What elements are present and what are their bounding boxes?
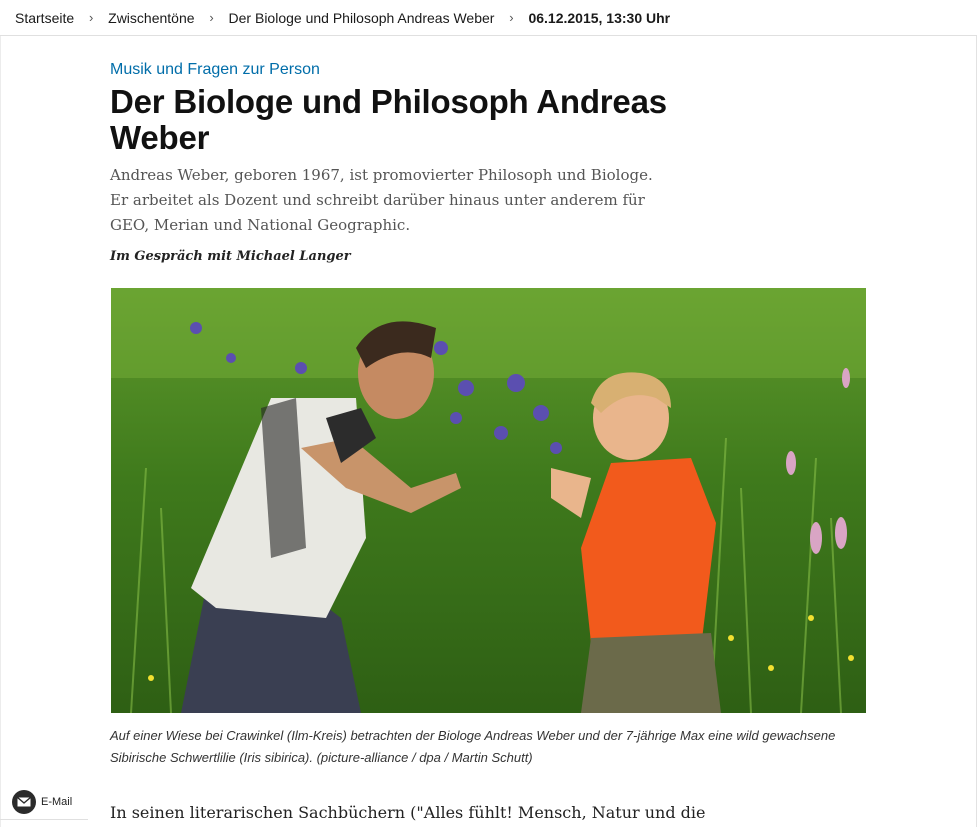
article-author: Im Gespräch mit Michael Langer (110, 249, 351, 264)
photo-caption: Auf einer Wiese bei Crawinkel (Ilm-Kreis) betrachten der Biologe Andreas Weber und der 7-jährige Max eine wild gewachsene Sibirische Schwertlilie (Iris sibirica). (picture-alliance / dpa / Martin Schutt) (110, 728, 836, 765)
article-title: Der Biologe und Philosoph Andreas Weber (110, 83, 667, 156)
envelope-icon (12, 790, 36, 814)
article-kicker: Musik und Fragen zur Person (110, 61, 320, 78)
breadcrumb-home-link[interactable]: Startseite (15, 9, 75, 26)
share-divider (0, 819, 88, 820)
breadcrumb-separator-icon: › (88, 10, 94, 25)
article-lead: Andreas Weber, geboren 1967, ist promovierter Philosoph und Biologe. Er arbeitet als Dozent und schreibt darüber hinaus unter anderem für GEO, Merian und National Geographic. (110, 166, 653, 234)
email-share-label: E-Mail (41, 796, 73, 808)
breadcrumb-section-link[interactable]: Zwischentöne (108, 9, 195, 26)
article-photo[interactable] (111, 288, 866, 713)
breadcrumb (0, 0, 977, 36)
email-share-button[interactable] (12, 785, 92, 819)
article-body-paragraph: In seinen literarischen Sachbüchern ("Alles fühlt! Mensch, Natur und die (110, 803, 706, 822)
breadcrumb-article-link[interactable]: Der Biologe und Philosoph Andreas Weber (228, 9, 495, 26)
breadcrumb-date: 06.12.2015, 13:30 Uhr (528, 9, 671, 26)
breadcrumb-separator-icon: › (209, 10, 214, 25)
breadcrumb-separator-icon: › (509, 10, 514, 25)
